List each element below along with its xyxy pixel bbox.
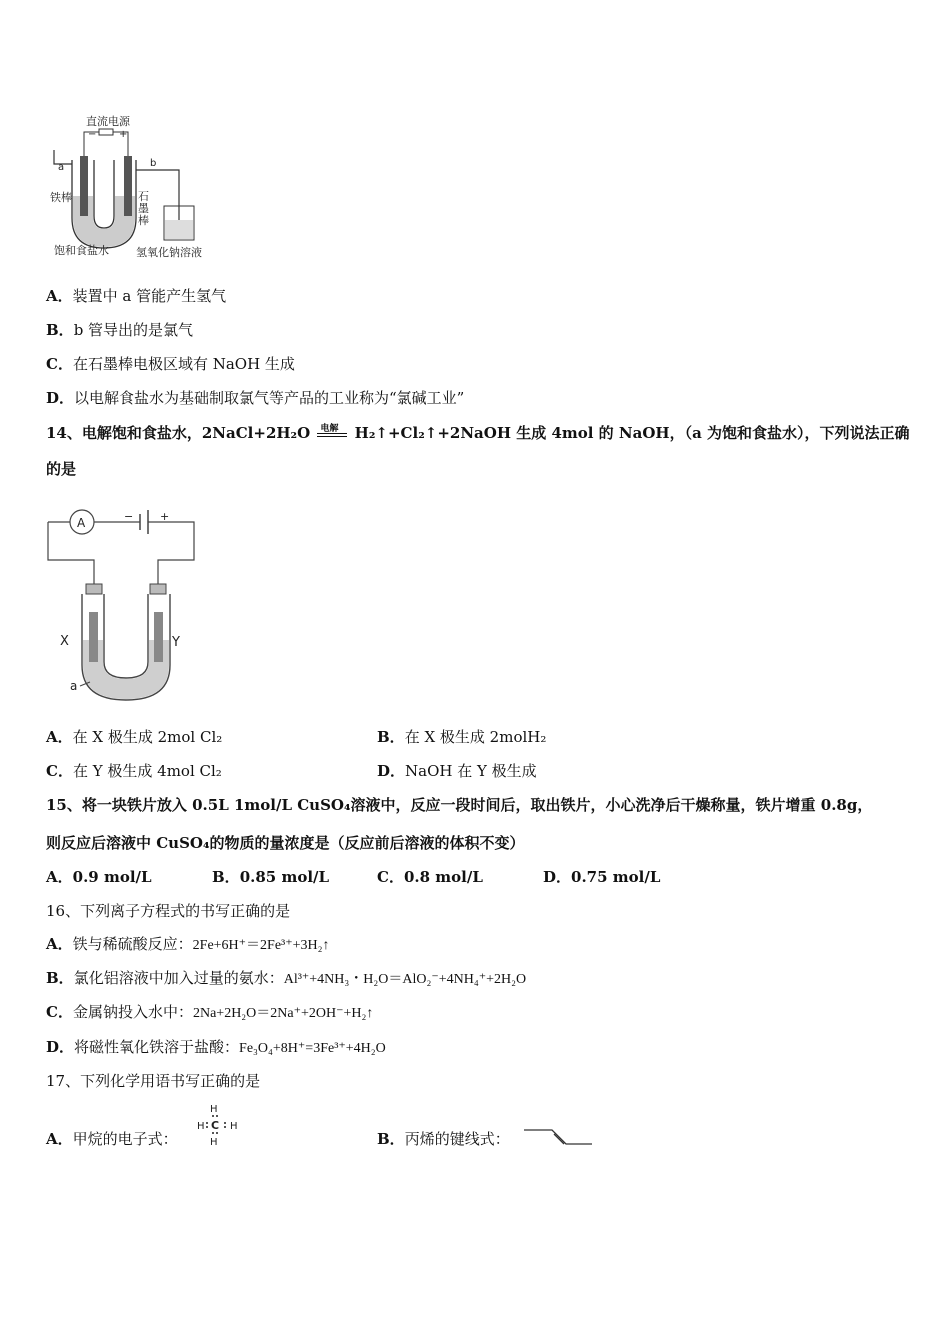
q13-option-d	[46, 388, 464, 408]
battery-plates	[140, 510, 148, 534]
q16-stem: 16、下列离子方程式的书写正确的是	[46, 902, 291, 920]
option-key: D．	[46, 1038, 75, 1056]
x-electrode-label: X	[60, 634, 69, 649]
option-text: 在 X 极生成 2molH₂	[404, 728, 547, 746]
methane-h-top: H	[210, 1104, 218, 1115]
left-stopper	[86, 584, 102, 594]
beaker-liquid	[165, 220, 193, 239]
q14-option-a	[46, 727, 222, 747]
option-equation: 2Fe+6H⁺＝2Fe³⁺+3H₂↑	[192, 938, 330, 953]
q14-stem-line2: 的是	[46, 460, 77, 478]
q14-stem-part1: 14、电解饱和食盐水，2NaCl+2H₂O	[46, 424, 311, 442]
option-key: D．	[543, 868, 572, 886]
option-text: 0.9 mol/L	[72, 868, 152, 886]
q15-option-a	[46, 867, 152, 887]
option-text: 0.8 mol/L	[403, 868, 483, 886]
q15-stem-line2: 则反应后溶液中 CuSO₄的物质的量浓度是（反应前后溶液的体积不变）	[46, 834, 525, 852]
q15-option-d	[543, 867, 660, 887]
power-plus-label: +	[119, 129, 128, 140]
option-text: 丙烯的键线式：	[404, 1130, 510, 1148]
option-text: 在 Y 极生成 4mol Cl₂	[72, 762, 222, 780]
propene-double-bond	[554, 1134, 564, 1144]
electrolysis-apparatus-figure	[44, 108, 244, 268]
option-text: b 管导出的是氯气	[73, 321, 194, 339]
power-supply-label: 直流电源	[86, 115, 130, 128]
option-label: 氯化铝溶液中加入过量的氨水：	[73, 969, 284, 987]
option-key: A．	[46, 287, 73, 305]
option-text: 0.75 mol/L	[571, 868, 661, 886]
q16-option-b	[46, 968, 526, 990]
double-arrow-line	[317, 433, 347, 437]
option-label: 铁与稀硫酸反应：	[72, 935, 193, 953]
option-key: C．	[46, 355, 73, 373]
methane-h-left: H	[197, 1121, 205, 1132]
iron-rod	[80, 156, 88, 216]
q17-option-a	[46, 1129, 178, 1149]
q14-option-c	[46, 761, 222, 781]
q14-stem	[46, 423, 910, 443]
option-key: B．	[46, 321, 74, 339]
option-key: B．	[377, 1130, 405, 1148]
option-key: B．	[46, 969, 74, 987]
reaction-condition	[315, 423, 349, 443]
q15-stem-line1: 15、将一块铁片放入 0.5L 1mol/L CuSO₄溶液中，反应一段时间后，取出铁片，小心洗净后干燥称量，铁片增重 0.8g，	[46, 796, 873, 814]
condition-label: 电解	[320, 424, 339, 434]
methane-h-bottom: H	[210, 1137, 218, 1148]
q15-option-b	[212, 867, 329, 887]
option-key: B．	[212, 868, 240, 886]
a-label: a	[70, 679, 78, 693]
naoh-solution-label: 氢氧化钠溶液	[136, 246, 202, 259]
x-electrode	[89, 612, 98, 662]
q15-option-c	[377, 867, 483, 887]
q17-option-b	[377, 1129, 510, 1149]
option-equation: Fe₃O₄+8H⁺=3Fe³⁺+4H₂O	[239, 1041, 386, 1056]
option-key: D．	[46, 389, 75, 407]
graphite-rod-label: 石墨棒	[138, 190, 149, 227]
option-equation: Al³⁺+4NH₃・H₂O＝AlO₂⁻+4NH₄⁺+2H₂O	[283, 972, 527, 987]
option-text: 在石墨棒电极区域有 NaOH 生成	[72, 355, 295, 373]
q14-option-b	[377, 727, 546, 747]
option-equation: 2Na+2H₂O＝2Na⁺+2OH⁻+H₂↑	[192, 1006, 374, 1021]
option-key: A．	[46, 868, 73, 886]
q13-option-a	[46, 286, 226, 306]
methane-electron-formula	[196, 1100, 246, 1150]
q16-option-d	[46, 1037, 386, 1059]
q17-stem: 17、下列化学用语书写正确的是	[46, 1072, 261, 1090]
q16-option-c	[46, 1002, 373, 1024]
power-minus-label: −	[88, 129, 97, 140]
y-electrode	[154, 612, 163, 662]
option-text: 以电解食盐水为基础制取氯气等产品的工业称为“氯碱工业”	[74, 389, 465, 407]
tube-a-label: a	[58, 162, 65, 173]
option-text: 在 X 极生成 2mol Cl₂	[72, 728, 223, 746]
option-text: NaOH 在 Y 极生成	[405, 762, 537, 780]
option-key: A．	[46, 1130, 73, 1148]
option-key: C．	[46, 762, 73, 780]
y-electrode-label: Y	[172, 635, 180, 650]
q16-option-a	[46, 934, 330, 956]
ammeter-label: A	[77, 516, 86, 530]
option-key: C．	[377, 868, 404, 886]
iron-rod-label: 铁棒	[50, 191, 72, 204]
electrolysis-cell-figure	[44, 500, 204, 710]
q14-stem-part2: H₂↑+Cl₂↑+2NaOH 生成 4mol 的 NaOH，（a 为饱和食盐水），下列说法正确	[354, 424, 910, 442]
methane-c: C	[211, 1119, 220, 1132]
battery-plus: +	[160, 510, 170, 523]
propene-bonds	[524, 1130, 592, 1144]
option-label: 将磁性氧化铁溶于盐酸：	[74, 1038, 240, 1056]
option-key: A．	[46, 935, 73, 953]
option-key: D．	[377, 762, 406, 780]
option-key: C．	[46, 1003, 73, 1021]
q14-option-d	[377, 761, 537, 781]
power-supply-box	[99, 129, 113, 135]
q13-option-b	[46, 320, 193, 340]
option-text: 0.85 mol/L	[239, 868, 330, 886]
option-text: 装置中 a 管能产生氢气	[72, 287, 227, 305]
methane-h-right: H	[230, 1121, 238, 1132]
tube-b-label: b	[150, 158, 157, 169]
option-text: 甲烷的电子式：	[72, 1130, 178, 1148]
brine-label: 饱和食盐水	[54, 244, 109, 257]
right-stopper	[150, 584, 166, 594]
option-label: 金属钠投入水中：	[72, 1003, 193, 1021]
graphite-rod	[124, 156, 132, 216]
battery-minus: −	[124, 510, 134, 523]
q13-option-c	[46, 354, 295, 374]
circuit-wires	[48, 522, 194, 584]
option-key: B．	[377, 728, 405, 746]
option-key: A．	[46, 728, 73, 746]
propene-skeletal-formula	[522, 1124, 596, 1150]
